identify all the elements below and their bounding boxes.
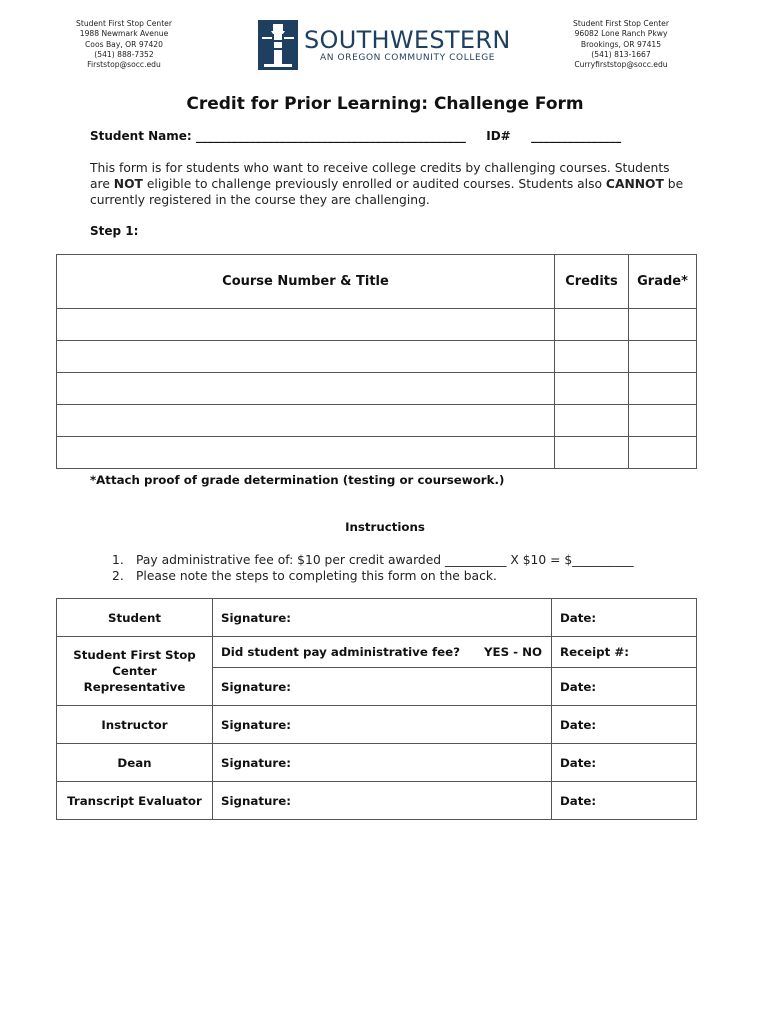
course-table-header [57,255,697,309]
grade-proof-note: *Attach proof of grade determination (testing or coursework.) [90,473,505,487]
student-name-field[interactable]: _____________________________________________ [195,129,466,143]
signature-field[interactable]: Signature: [213,599,552,637]
table-row [57,309,697,341]
course-title-header: Course Number & Title [57,255,555,309]
grade-cell[interactable] [629,373,697,405]
student-row [57,599,697,637]
student-info-line [90,129,621,143]
grade-cell[interactable] [629,341,697,373]
date-field[interactable]: Date: [552,599,697,637]
grade-cell[interactable] [629,437,697,469]
signature-field[interactable]: Signature: [213,706,552,744]
table-row [57,405,697,437]
grade-cell[interactable] [629,405,697,437]
credits-cell[interactable] [555,309,629,341]
item-text: Pay administrative fee of: $10 per credit awarded __________ X $10 = $__________ [136,553,634,567]
item-number: 2. [112,569,124,583]
table-row [57,373,697,405]
role-transcript-evaluator: Transcript Evaluator [57,782,213,820]
credits-cell[interactable] [555,373,629,405]
left-address [68,19,180,70]
intro-text: eligible to challenge previously enrolled or audited courses. Students also [142,177,606,192]
list-item [112,568,634,584]
date-field[interactable]: Date: [552,782,697,820]
course-cell[interactable] [57,309,555,341]
item-number: 1. [112,553,124,567]
role-sfsc-representative: Student First Stop Center Representative [57,637,213,706]
intro-paragraph [90,160,690,209]
table-row [57,437,697,469]
logo-subtitle: AN OREGON COMMUNITY COLLEGE [320,53,496,63]
address-line: 1988 Newmark Avenue [79,29,169,39]
date-field[interactable]: Date: [552,744,697,782]
form-title: Credit for Prior Learning: Challenge Form [186,94,584,114]
not-emphasis: NOT [113,177,143,192]
instructor-row [57,706,697,744]
credits-cell[interactable] [555,405,629,437]
signature-field[interactable]: Signature: [213,744,552,782]
grade-cell[interactable] [629,309,697,341]
credits-cell[interactable] [555,437,629,469]
address-line: (541) 813-1667 [591,49,651,59]
intro-text: be currently registered in the course they are challenging. [90,177,684,208]
logo-name: SOUTHWESTERN [304,26,511,54]
address-line: Student First Stop Center [573,19,669,28]
address-line: Brookings, OR 97415 [580,39,662,49]
role-dean: Dean [57,744,213,782]
signature-field[interactable]: Signature: [213,668,552,706]
cannot-emphasis: CANNOT [605,177,664,192]
address-line: Firststop@socc.edu [87,60,161,70]
date-field[interactable]: Date: [552,706,697,744]
lighthouse-icon [258,20,298,70]
college-logo [258,20,511,70]
course-cell[interactable] [57,405,555,437]
address-line: 96082 Lone Ranch Pkwy [574,29,668,39]
role-instructor: Instructor [57,706,213,744]
course-cell[interactable] [57,373,555,405]
instructions-list [112,552,634,584]
address-line: Coos Bay, OR 97420 [85,39,163,49]
credits-cell[interactable] [555,341,629,373]
credits-header: Credits [555,255,629,309]
date-field[interactable]: Date: [552,668,697,706]
role-student: Student [57,599,213,637]
course-cell[interactable] [57,341,555,373]
evaluator-row [57,782,697,820]
receipt-field[interactable]: Receipt #: [552,637,697,668]
grade-header: Grade* [629,255,697,309]
list-item [112,552,634,568]
intro-text: This form is for students who want to receive college credits by challenging courses. Students are [90,161,670,192]
address-line: Student First Stop Center [76,19,172,28]
student-name-label: Student Name: [90,129,196,143]
address-line: (541) 888-7352 [94,49,154,59]
signature-field[interactable]: Signature: [213,782,552,820]
signature-table [56,598,697,820]
sfsc-fee-row [57,637,697,668]
dean-row [57,744,697,782]
step-1-label: Step 1: [90,224,139,238]
course-cell[interactable] [57,437,555,469]
id-label: ID# [486,129,511,143]
address-line: Curryfirststop@socc.edu [574,60,668,70]
course-table [56,254,697,469]
instructions-title: Instructions [345,520,425,534]
item-text: Please note the steps to completing this form on the back. [136,569,497,583]
id-field[interactable]: _______________ [531,129,622,143]
right-address [564,19,678,70]
yes-no-choice[interactable]: YES - NO [483,645,543,659]
fee-question: Did student pay administrative fee? [221,645,460,659]
table-row [57,341,697,373]
fee-question-cell [213,637,552,668]
